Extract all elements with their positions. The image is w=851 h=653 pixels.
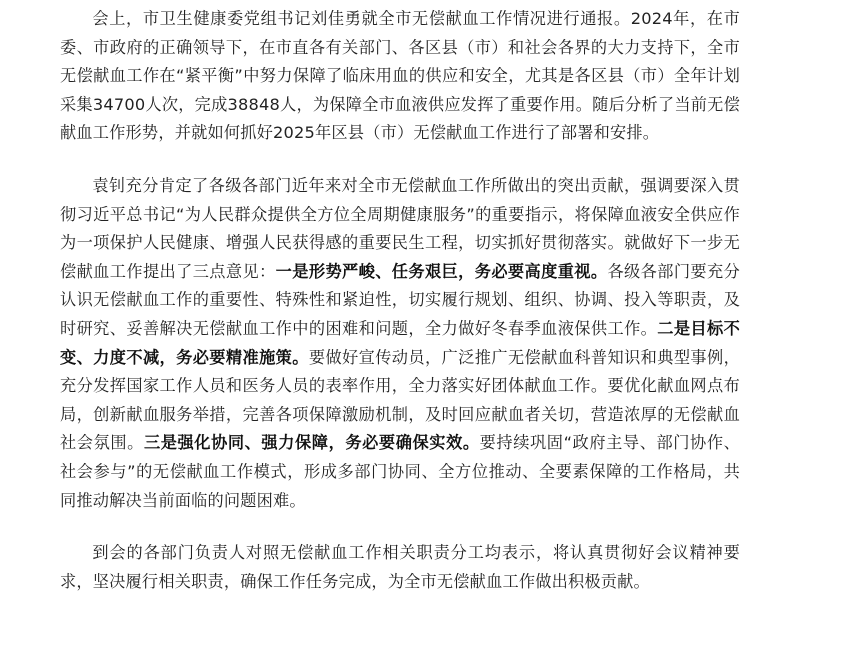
paragraph-text: 到会的各部门负责人对照无偿献血工作相关职责分工均表示，将认真贯彻好会议精神要求，坚决履行相关职责，确保工作任务完成，为全市无偿献血工作做出积极贡献。 xyxy=(60,543,740,591)
paragraph-intro: 袁钊充分肯定了各级各部门近年来对全市无偿献血工作所做出的突出贡献，强调要深入贯彻习近平总书记“为人民群众提供全方位全周期健康服务”的重要指示，将保障血液安全供应作为一项保护人民健康、增强人民获得感的重要民生工程，切实抓好贯彻落实。就做好下一步无偿献血工作提出了三点意见： xyxy=(60,175,740,281)
point-2-body: 要做好宣传动员，广泛推广无偿献血科普知识和典型事例，充分发挥国家工作人员和医务人员的表率作用，全力落实好团体献血工作。要优化献血网点布局，创新献血服务举措，完善各项保障激励机制，及时回应献血者关切，营造浓厚的无偿献血社会氛围。 xyxy=(60,347,741,453)
paragraph-text: 会上，市卫生健康委党组书记刘佳勇就全市无偿献血工作情况进行通报。2024年，在市委、市政府的正确领导下，在市直各有关部门、各区县（市）和社会各界的大力支持下，全市无偿献血工作在“紧平衡”中努力保障了临床用血的供应和安全，尤其是各区县（市）全年计划采集34700人次，完成38848人，为保障全市血液供应发挥了重要作用。随后分析了当前无偿献血工作形势，并就如何抓好2025年区县（市）无偿献血工作进行了部署和安排。 xyxy=(60,9,740,143)
article-body xyxy=(60,5,740,596)
point-1-title: 一是形势严峻、任务艰巨，务必要高度重视。 xyxy=(275,261,608,281)
point-1-body: 各级各部门要充分认识无偿献血工作的重要性、特殊性和紧迫性，切实履行规划、组织、协调、投入等职责，及时研究、妥善解决无偿献血工作中的困难和问题，全力做好冬春季血液保供工作。 xyxy=(60,261,740,338)
paragraph-closing xyxy=(60,539,740,596)
paragraph-meeting-report xyxy=(60,5,740,148)
point-3-body: 要持续巩固“政府主导、部门协作、社会参与”的无偿献血工作模式，形成多部门协同、全方位推动、全要素保障的工作格局，共同推动解决当前面临的问题困难。 xyxy=(60,433,741,510)
point-3-title: 三是强化协同、强力保障，务必要确保实效。 xyxy=(143,433,480,453)
paragraph-three-opinions xyxy=(60,172,740,515)
point-2-title: 二是目标不变、力度不减，务必要精准施策。 xyxy=(60,318,740,367)
